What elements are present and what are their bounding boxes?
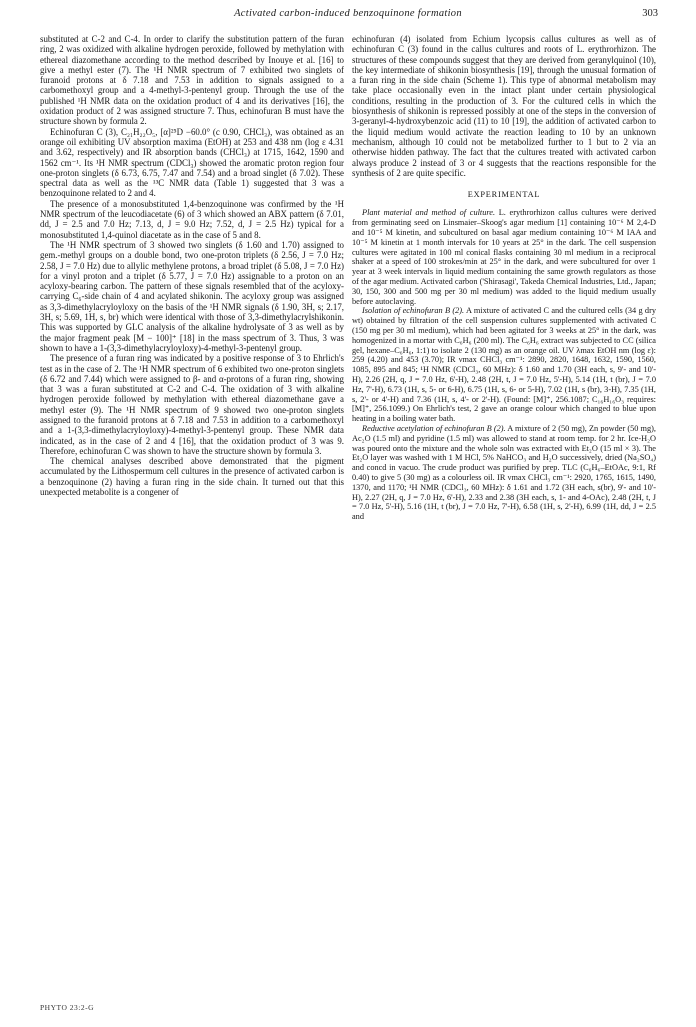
paragraph: The chemical analyses described above demonstrated that the pigment accumulated by the Lithospermum cell cultures in the presence of activated carbon is a benzoquinone (2) having a furan ring in the side chain. It turned out that this unexpected metabolite is a congener of bbox=[40, 456, 344, 498]
subheading: Isolation of echinofuran B (2). bbox=[362, 306, 465, 316]
paragraph: The presence of a monosubstituted 1,4-benzoquinone was confirmed by the ¹H NMR spectrum of the leucodiacetate (6) of 3 which showed an ABX pattern (δ 7.01, dd, J = 2.5 and 7.0 Hz; 7.13, d, J = 9.0 Hz; 7.52, d, J = 2.5 Hz) typical for a monosubstituted 1,4-quinol diacetate as in the case of 5 and 8. bbox=[40, 198, 344, 240]
paragraph: echinofuran (4) isolated from Echium lycopsis callus cultures as well as of echinofuran C (3) found in the callus cultures and roots of L. erythrorhizon. The structures of these compounds suggest that they are derived from geranylquinol (10), the key intermediate of shikonin biosynthesis [19], through the unusual formation of a furan ring in the side chain (Scheme 1). This type of abnormal metabolism may take place occasionally even in the intact plant under certain physiological conditions, resulting in the production of 3. For the cultured cells in which the biosynthesis of shikonin is repressed possibly at one of the steps in the conversion of 3-geranyl-4-hydroxybenzoic acid (11) to 10 [19], the addition of activated carbon to the liquid medium would activate the reaction leading to 10 by an unknown mechanism, although 10 could not be metabolized further to 1 but to 2 via an otherwise hidden pathway. The fact that the cultures treated with activated carbon always produce 2 instead of 3 or 4 suggests that the reactions responsible for the synthesis of 2 are quite specific. bbox=[352, 34, 656, 178]
paragraph: Echinofuran C (3), C₂₁H₂₂O₅, [α]²⁵D −60.0° (c 0.90, CHCl₃), was obtained as an orange oil exhibiting UV absorption maxima (EtOH) at 253 and 438 nm (log ε 4.31 and 3.62, respectively) and IR absorption bands (CHCl₃) at 1715, 1642, 1590 and 1562 cm⁻¹. Its ¹H NMR spectrum (CDCl₃) showed the aromatic proton region four one-proton singlets (δ 6.73, 6.75, 7.47 and 7.54) and a broad singlet (δ 7.02). These spectral data as well as the ¹³C NMR data (Table 1) suggested that 3 was a benzoquinone related to 2 and 4. bbox=[40, 126, 344, 199]
paragraph: The ¹H NMR spectrum of 3 showed two singlets (δ 1.60 and 1.70) assigned to gem.-methyl groups on a double bond, two one-proton triplets (δ 2.56, J = 7.0 Hz; 2.58, J = 7.0 Hz) due to allylic methylene protons, a broad triplet (δ 5.08, J = 7.0 Hz) for a vinyl proton and a triplet (δ 5.77, J = 7.0 Hz) assignable to a proton on an acyloxy-bearing carbon. The pattern of these signals resembled that of the acyloxy-carrying C₆-side chain of 4 and acylated shikonin. The acyloxy group was assigned as 3,3-dimethylacryloyloxy on the basis of the ¹H NMR signals (δ 1.90, 3H, s; 2.17, 3H, s; 5.69, 1H, s, br) which were identical with those of 3,3-dimethylacrylshikonin. This was supported by GLC analysis of the alkaline hydrolysate of 3 as well as by the major fragment peak [M − 100]⁺ [18] in the mass spectrum of 3. Thus, 3 was shown to have a 1-(3,3-dimethylacryloyloxy)-4-methyl-3-pentenyl group. bbox=[40, 239, 344, 353]
page-number: 303 bbox=[642, 8, 658, 19]
journal-code: PHYTO 23:2-G bbox=[40, 1003, 94, 1012]
paragraph-text: L. erythrorhizon callus cultures were derived from germinating seed on Linsmaier–Skoog's agar medium [1] containing 10⁻⁶ M 2,4-D and 10⁻⁵ M kinetin, and subcultured on basal agar medium containing 10⁻⁶ M IAA and 10⁻⁵ M kinetin at 1 month intervals for 10 years at 25° in the dark. The cell suspension cultures were agitated in 100 ml conical flasks containing 30 ml medium in a reciprocal shaker at a speed of 100 strokes/min at 25° in the dark, and were subcultured for over 1 year at 3 week intervals in liquid medium containing the same growth regulators as those of the agar medium. Activated carbon ('Shirasagi', Takeda Chemical Industries, Ltd., Japan; 30, 150, 300 and 500 mg per 30 ml medium) was added to the liquid medium usually before autoclaving. bbox=[352, 208, 656, 306]
right-column bbox=[352, 34, 656, 522]
running-header bbox=[0, 8, 696, 24]
experimental-paragraph bbox=[352, 306, 656, 424]
section-heading: EXPERIMENTAL bbox=[467, 190, 541, 200]
paragraph-text: A mixture of activated C and the cultured cells (34 g dry wt) obtained by filtration of the cell suspension cultures supplemented with activated C (150 mg per 30 ml medium), which had been agitated for 3 weeks at 25° in the dark, was homogenized in a mortar with C₆H₆ (200 ml). The C₆H₆ extract was subjected to CC (silica gel, hexane–C₆H₆, 1:1) to isolate 2 (130 mg) as an orange oil. UV λmax EtOH nm (log ε): 259 (4.20) and 453 (3.70); IR νmax CHCl₃ cm⁻¹: 2890, 2820, 1648, 1632, 1590, 1560, 1085, 895 and 845; ¹H NMR (CDCl₃, 60 MHz): δ 1.60 and 1.70 (3H each, s, 9'- and 10'-H), 2.26 (2H, q, J = 7.0 Hz, 6'-H), 2.48 (2H, t, J = 7.0 Hz, 5'-H), 5.14 (1H, t (br), J = 7.0 Hz, 7'-H), 6.73 (1H, s, 5- or 6-H), 6.75 (1H, s, 6- or 5-H), 7.02 (1H, s (br), 3-H), 7.35 (1H, s, 2'- or 4'-H) and 7.36 (1H, s, 4'- or 2'-H). (Found: [M]⁺, 256.1087; C₁₆H₁₆O₃ requires: [M]⁺, 256.1099.) On Ehrlich's test, 2 gave an orange colour which changed to blue upon heating in a boiling water bath. bbox=[352, 306, 656, 424]
paragraph: The presence of a furan ring was indicated by a positive response of 3 to Ehrlich's test as in the case of 2. The ¹H NMR spectrum of 6 exhibited two one-proton singlets (δ 6.72 and 7.44) which were assigned to β- and α-protons of a furan ring, showing that 3 was a furan substituted at C-2 and C-4. The oxidation of 3 with alkaline hydrogen peroxide followed by methylation with ethereal diazomethane gave a methyl ester (9). The ¹H NMR spectrum of 9 showed two one-proton singlets assigned to the furanoid protons at δ 7.18 and 7.53 in addition to a carbomethoxyl and a 1-(3,3-dimethylacryloyloxy)-4-methyl-3-pentenyl group. These NMR data indicated, as in the case of 2 and 4 [16], that the oxidation product of 3 was 9. Therefore, echinofuran C was shown to have the structure shown by formula 3. bbox=[40, 353, 344, 456]
running-title: Activated carbon-induced benzoquinone formation bbox=[234, 8, 462, 19]
subheading: Reductive acetylation of echinofuran B (2). bbox=[362, 423, 506, 433]
paragraph: substituted at C-2 and C-4. In order to clarify the substitution pattern of the furan ring, 2 was oxidized with alkaline hydrogen peroxide, followed by methylation with ethereal diazomethane according to the method described by Inouye et al. [16] to give a methyl ester (7). The ¹H NMR spectrum of 7 exhibited two singlets of furanoid protons at δ 7.18 and 7.53 in addition to signals assigned to a carbomethoxyl group and a 4-methyl-3-pentenyl group. Through the use of the published ¹H NMR data on the oxidation product of 4 and its derivatives [16], the oxidation product of 2 was assigned structure 7. Thus, echinofuran B must have the structure shown by formula 2. bbox=[40, 34, 344, 127]
experimental-section bbox=[352, 208, 656, 522]
left-column bbox=[40, 34, 344, 497]
subheading: Plant material and method of culture. bbox=[362, 208, 496, 218]
paragraph-text: A mixture of 2 (50 mg), Zn powder (50 mg), Ac₂O (1.5 ml) and pyridine (1.5 ml) was allowed to stand at room temp. for 2 hr. Ice-H₂O was poured onto the mixture and the whole soln was extracted with Et₂O (15 ml × 3). The Et₂O layer was washed with 1 M HCl, 5% NaHCO₃ and H₂O successively, dried (Na₂SO₄) and concd in vacuo. The crude product was purified by prep. TLC (C₆H₆–EtOAc, 9:1, Rf 0.40) to give 5 (30 mg) as a colourless oil. IR νmax CHCl₃ cm⁻¹: 2920, 1765, 1615, 1490, 1370, and 1170; ¹H NMR (CDCl₃, 60 MHz): δ 1.61 and 1.72 (3H each, s(br), 9'- and 10'-H), 2.27 (2H, q, J = 7.0 Hz, 6'-H), 2.33 and 2.38 (3H each, s, 1- and 4-OAc), 2.48 (2H, t, J = 7.0 Hz, 5'-H), 5.16 (1H, t (br), J = 7.0 Hz, 7'-H), 6.58 (1H, s, 2'-H), 6.99 (1H, dd, J = 2.5 and bbox=[352, 423, 656, 522]
experimental-paragraph bbox=[352, 208, 656, 306]
experimental-paragraph bbox=[352, 424, 656, 522]
